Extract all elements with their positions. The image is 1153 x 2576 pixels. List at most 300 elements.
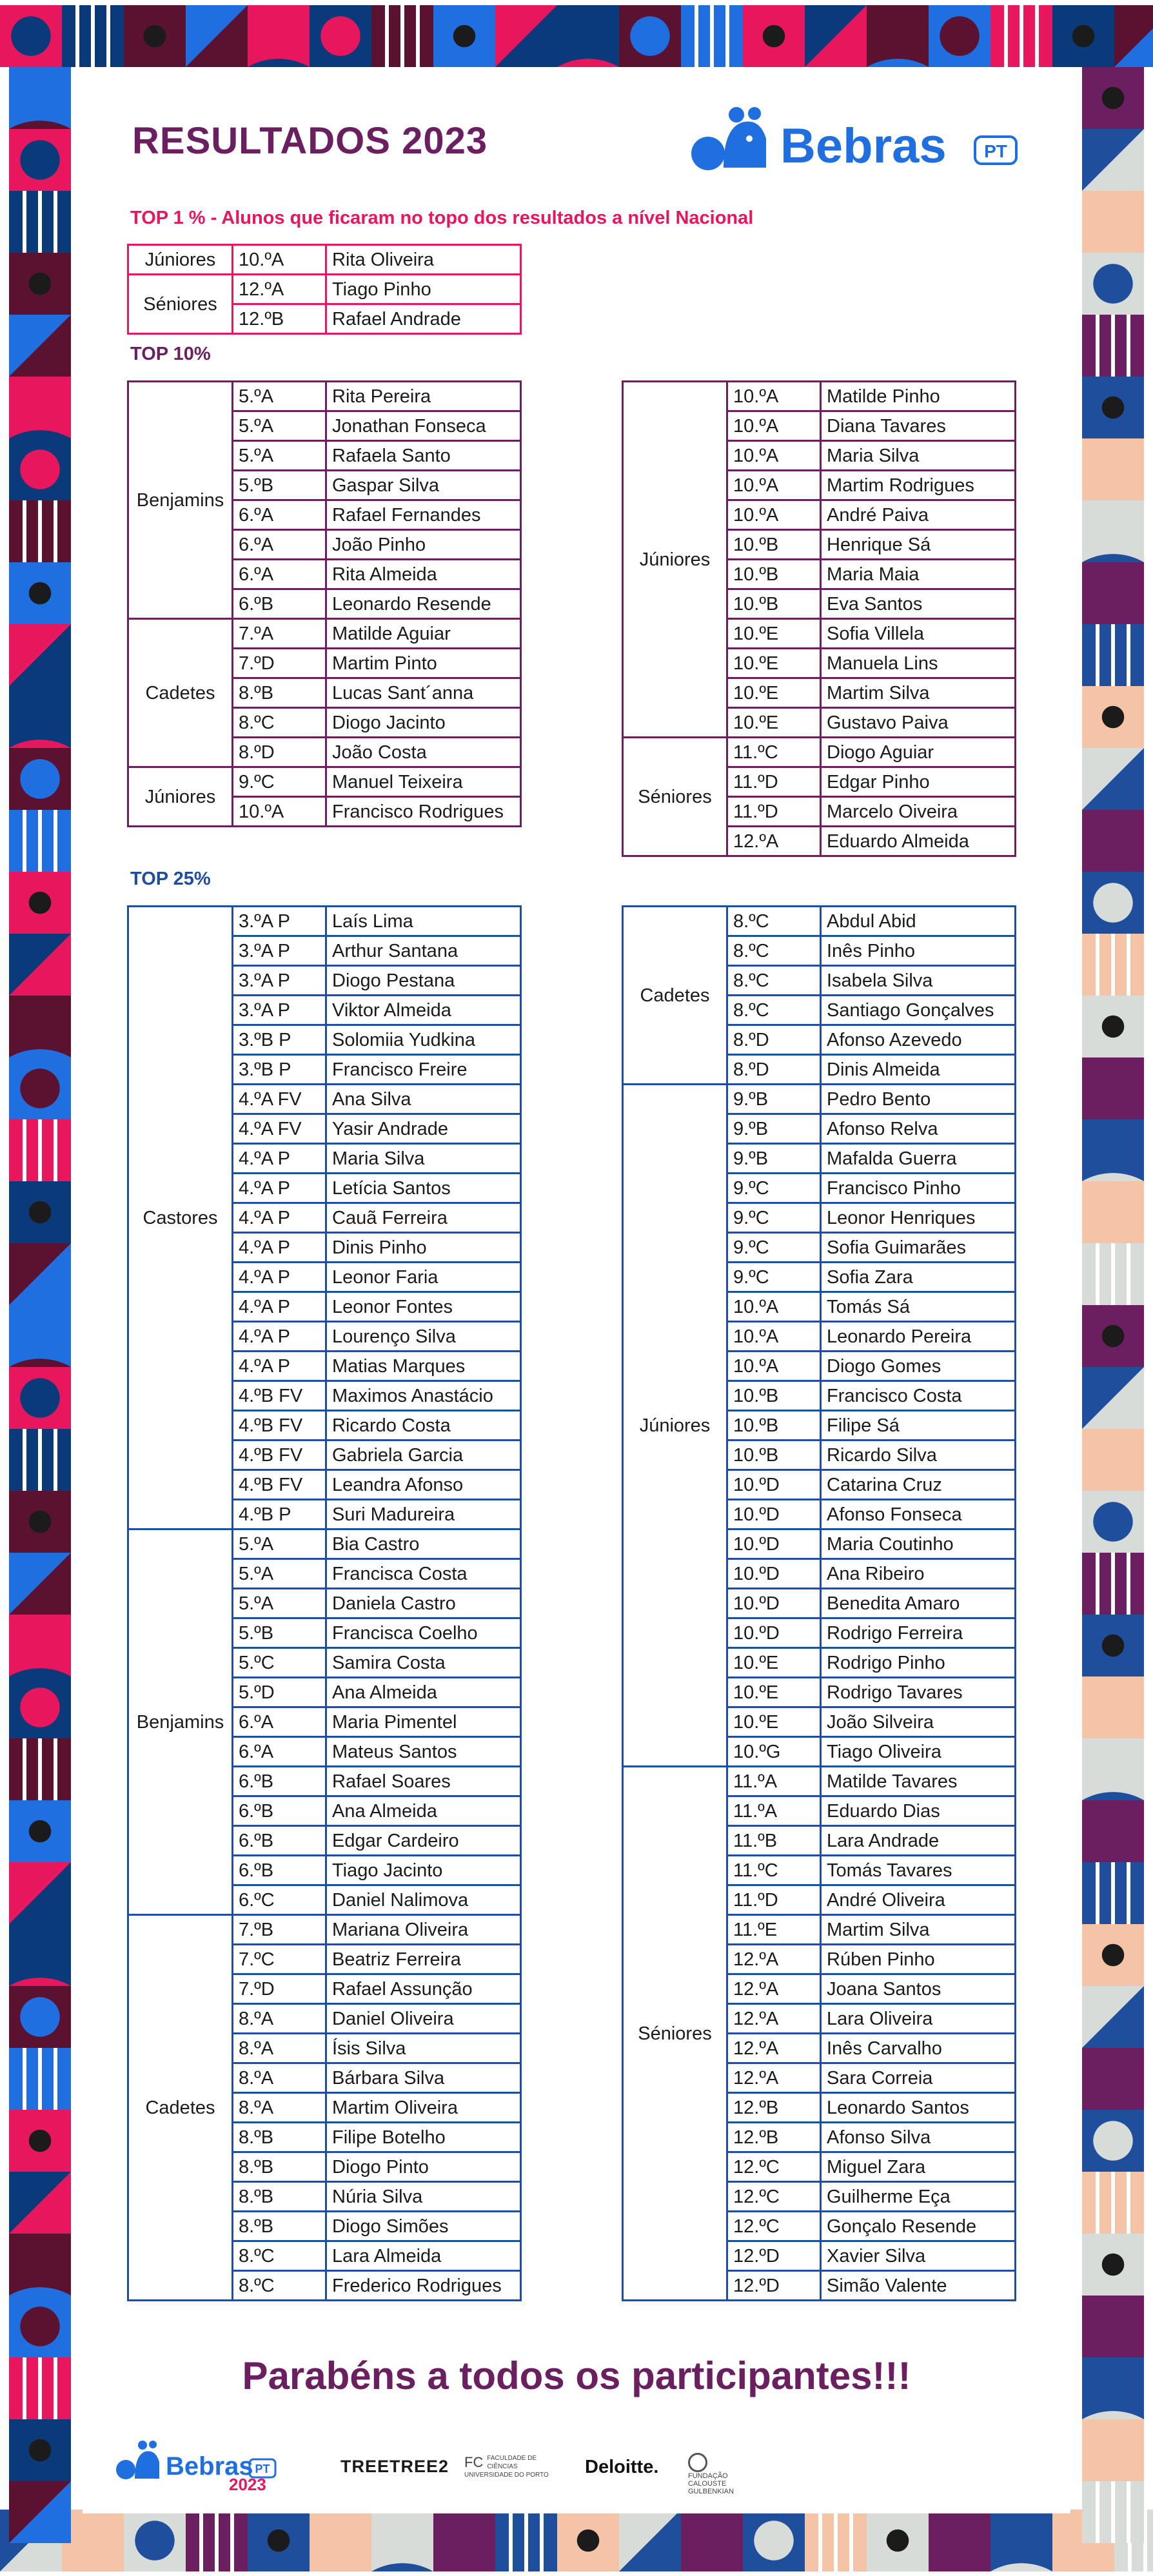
- student-name-cell: Miguel Zara: [821, 2152, 1016, 2182]
- class-cell: 4.ºB FV: [233, 1411, 326, 1440]
- student-name-cell: Filipe Sá: [821, 1411, 1016, 1440]
- student-name-cell: Maximos Anastácio: [326, 1381, 521, 1411]
- class-cell: 10.ºE: [727, 619, 821, 649]
- class-cell: 3.ºA P: [233, 996, 326, 1025]
- student-name-cell: Francisca Costa: [326, 1559, 521, 1589]
- border-tile: [1096, 1862, 1099, 1924]
- class-cell: 9.ºB: [727, 1085, 821, 1114]
- student-name-cell: Leonardo Santos: [821, 2093, 1016, 2123]
- class-cell: 8.ºC: [233, 2271, 326, 2301]
- class-cell: 10.ºA: [233, 245, 326, 275]
- class-cell: 12.ºA: [727, 1974, 821, 2004]
- student-name-cell: Frederico Rodrigues: [326, 2271, 521, 2301]
- student-name-cell: Diana Tavares: [821, 411, 1016, 441]
- class-cell: 11.ºD: [727, 767, 821, 797]
- student-name-cell: Matilde Aguiar: [326, 619, 521, 649]
- student-name-cell: Viktor Almeida: [326, 996, 521, 1025]
- student-name-cell: Lourenço Silva: [326, 1322, 521, 1352]
- student-name-cell: Beatriz Ferreira: [326, 1945, 521, 1974]
- border-tile: [1127, 315, 1130, 377]
- class-cell: 9.ºB: [727, 1114, 821, 1144]
- class-cell: 10.ºE: [727, 1648, 821, 1678]
- student-name-cell: Samira Costa: [326, 1648, 521, 1678]
- student-name-cell: Pedro Bento: [821, 1085, 1016, 1114]
- border-tile: [1102, 1944, 1125, 1967]
- border-tile: [9, 686, 71, 748]
- class-cell: 3.ºB P: [233, 1055, 326, 1085]
- student-name-cell: Afonso Silva: [821, 2123, 1016, 2152]
- category-cell: Júniores: [623, 1085, 727, 1767]
- class-cell: 4.ºA P: [233, 1174, 326, 1203]
- border-tile: [695, 5, 698, 67]
- class-cell: 8.ºC: [727, 936, 821, 966]
- border-tile: [849, 2510, 853, 2571]
- bebras-logo: [684, 103, 1032, 181]
- border-tile: [54, 1429, 57, 1491]
- student-name-cell: Diogo Gomes: [821, 1352, 1016, 1381]
- student-name-cell: Tiago Oliveira: [821, 1737, 1016, 1767]
- result-row: [128, 275, 521, 304]
- border-tile: [1096, 934, 1099, 996]
- class-cell: 10.ºB: [727, 1411, 821, 1440]
- border-tile: [577, 2530, 600, 2552]
- class-cell: 12.ºD: [727, 2241, 821, 2271]
- class-cell: 6.ºB: [233, 1796, 326, 1826]
- student-name-cell: Mariana Oliveira: [326, 1915, 521, 1945]
- border-tile: [524, 2510, 528, 2571]
- result-row: [623, 382, 1016, 411]
- result-row: [128, 1529, 521, 1559]
- student-name-cell: Rita Pereira: [326, 382, 521, 411]
- class-cell: 7.ºA: [233, 619, 326, 649]
- border-tile: [540, 2510, 544, 2571]
- student-name-cell: Diogo Pinto: [326, 2152, 521, 2182]
- student-name-cell: Rúben Pinho: [821, 1945, 1016, 1974]
- class-cell: 6.ºC: [233, 1885, 326, 1915]
- border-tile: [20, 1687, 59, 1727]
- border-tile: [38, 1119, 42, 1181]
- border-tile: [1111, 2481, 1115, 2543]
- border-tile: [867, 5, 929, 67]
- border-tile: [1093, 264, 1132, 303]
- student-name-cell: Gustavo Paiva: [821, 708, 1016, 738]
- border-tile: [62, 2510, 124, 2571]
- student-name-cell: Rita Oliveira: [326, 245, 521, 275]
- student-name-cell: Inês Carvalho: [821, 2034, 1016, 2063]
- student-name-cell: Inês Pinho: [821, 936, 1016, 966]
- border-tile: [400, 5, 404, 67]
- border-tile: [91, 5, 95, 67]
- student-name-cell: Leandra Afonso: [326, 1470, 521, 1500]
- class-cell: 10.ºA: [233, 797, 326, 827]
- class-cell: 11.ºD: [727, 797, 821, 827]
- class-cell: 6.ºA: [233, 500, 326, 530]
- class-cell: 8.ºC: [727, 966, 821, 996]
- category-cell: Castores: [128, 907, 233, 1529]
- border-tile: [9, 67, 71, 129]
- class-cell: 11.ºE: [727, 1915, 821, 1945]
- border-tile: [1082, 1119, 1144, 1181]
- congratulations-message: Parabéns a todos os participantes!!!: [242, 2354, 911, 2397]
- border-tile: [1127, 2481, 1130, 2543]
- class-cell: 6.ºB: [233, 1856, 326, 1885]
- class-cell: 9.ºC: [727, 1263, 821, 1292]
- class-cell: 5.ºB: [233, 1618, 326, 1648]
- border-tile: [38, 2048, 42, 2110]
- class-cell: 8.ºD: [727, 1025, 821, 1055]
- student-name-cell: Tiago Jacinto: [326, 1856, 521, 1885]
- result-row: [623, 1767, 1016, 1796]
- student-name-cell: Diogo Pestana: [326, 966, 521, 996]
- border-tile: [1004, 5, 1008, 67]
- student-name-cell: Tiago Pinho: [326, 275, 521, 304]
- class-cell: 8.ºB: [233, 678, 326, 708]
- border-tile: [1096, 2481, 1099, 2543]
- student-name-cell: Rafael Soares: [326, 1767, 521, 1796]
- border-tile: [29, 273, 52, 295]
- border-tile: [54, 1119, 57, 1181]
- border-tile: [9, 1615, 71, 1676]
- class-cell: 7.ºD: [233, 649, 326, 678]
- category-cell: Benjamins: [128, 382, 233, 619]
- border-tile: [29, 1511, 52, 1533]
- class-cell: 12.ºB: [727, 2123, 821, 2152]
- top25-table-left: [127, 905, 522, 2301]
- class-cell: 8.ºB: [233, 2123, 326, 2152]
- border-tile: [20, 759, 59, 798]
- class-cell: 3.ºB P: [233, 1025, 326, 1055]
- border-tile: [75, 5, 79, 67]
- border-tile: [1082, 2048, 1144, 2110]
- border-tile: [371, 2510, 433, 2571]
- student-name-cell: Diogo Aguiar: [821, 738, 1016, 767]
- class-cell: 10.ºA: [727, 471, 821, 500]
- class-cell: 12.ºB: [233, 304, 326, 334]
- result-row: [128, 1915, 521, 1945]
- student-name-cell: Cauã Ferreira: [326, 1203, 521, 1233]
- border-tile: [38, 810, 42, 872]
- class-cell: 5.ºC: [233, 1648, 326, 1678]
- class-cell: 9.ºC: [727, 1233, 821, 1263]
- student-name-cell: Tomás Tavares: [821, 1856, 1016, 1885]
- beaver-logo-icon: [691, 107, 766, 170]
- top25-heading: TOP 25%: [130, 869, 211, 889]
- student-name-cell: Martim Oliveira: [326, 2093, 521, 2123]
- student-name-cell: Joana Santos: [821, 1974, 1016, 2004]
- class-cell: 12.ºD: [727, 2271, 821, 2301]
- top25-table-right: [622, 905, 1016, 2301]
- result-row: [128, 907, 521, 936]
- category-cell: Júniores: [128, 767, 233, 827]
- class-cell: 10.ºE: [727, 708, 821, 738]
- border-tile: [29, 1201, 52, 1224]
- class-cell: 7.ºB: [233, 1915, 326, 1945]
- class-cell: 4.ºA FV: [233, 1114, 326, 1144]
- class-cell: 10.ºD: [727, 1618, 821, 1648]
- result-row: [128, 767, 521, 797]
- class-cell: 5.ºB: [233, 471, 326, 500]
- student-name-cell: Edgar Pinho: [821, 767, 1016, 797]
- class-cell: 10.ºE: [727, 678, 821, 708]
- border-tile: [1111, 1243, 1115, 1305]
- student-name-cell: Tomás Sá: [821, 1292, 1016, 1322]
- student-name-cell: Benedita Amaro: [821, 1589, 1016, 1618]
- border-tile: [1082, 1738, 1144, 1800]
- student-name-cell: Henrique Sá: [821, 530, 1016, 560]
- student-name-cell: Maria Coutinho: [821, 1529, 1016, 1559]
- sponsor-gulbenkian: FUNDAÇÃO CALOUSTE GULBENKIAN: [688, 2453, 734, 2495]
- student-name-cell: Sofia Zara: [821, 1263, 1016, 1292]
- border-tile: [1082, 191, 1144, 253]
- class-cell: 10.ºA: [727, 1322, 821, 1352]
- border-tile: [20, 449, 59, 489]
- class-cell: 4.ºA P: [233, 1203, 326, 1233]
- class-cell: 10.ºD: [727, 1529, 821, 1559]
- border-tile: [1093, 573, 1132, 613]
- border-tile: [1111, 624, 1115, 686]
- class-cell: 10.ºA: [727, 441, 821, 471]
- border-tile: [990, 2510, 1052, 2571]
- class-cell: 12.ºA: [727, 1945, 821, 1974]
- border-tile: [1127, 624, 1130, 686]
- student-name-cell: Ana Almeida: [326, 1796, 521, 1826]
- border-tile: [681, 2510, 743, 2571]
- class-cell: 10.ºA: [727, 1352, 821, 1381]
- class-cell: 5.ºA: [233, 382, 326, 411]
- student-name-cell: Jonathan Fonseca: [326, 411, 521, 441]
- result-row: [128, 382, 521, 411]
- border-tile: [23, 191, 26, 253]
- border-tile: [630, 16, 669, 55]
- category-cell: Séniores: [623, 1767, 727, 2301]
- student-name-cell: Rita Almeida: [326, 560, 521, 589]
- class-cell: 4.ºB FV: [233, 1381, 326, 1411]
- class-cell: 4.ºA P: [233, 1352, 326, 1381]
- class-cell: 8.ºC: [233, 2241, 326, 2271]
- border-tile: [1102, 706, 1125, 729]
- border-tile: [23, 1738, 26, 1800]
- class-cell: 9.ºB: [727, 1144, 821, 1174]
- border-tile: [23, 2048, 26, 2110]
- class-cell: 12.ºC: [727, 2152, 821, 2182]
- student-name-cell: Leonor Faria: [326, 1263, 521, 1292]
- student-name-cell: Francisco Freire: [326, 1055, 521, 1085]
- border-tile: [1096, 1553, 1099, 1615]
- border-tile: [818, 2510, 822, 2571]
- border-tile: [9, 377, 71, 438]
- border-tile: [1102, 87, 1125, 110]
- class-cell: 10.ºD: [727, 1559, 821, 1589]
- class-cell: 10.ºA: [727, 382, 821, 411]
- student-name-cell: Guilherme Eça: [821, 2182, 1016, 2212]
- class-cell: 6.ºA: [233, 1707, 326, 1737]
- student-name-cell: Yasir Andrade: [326, 1114, 521, 1144]
- student-name-cell: João Costa: [326, 738, 521, 767]
- border-tile: [20, 1997, 59, 2036]
- class-cell: 11.ºB: [727, 1826, 821, 1856]
- category-cell: Cadetes: [128, 619, 233, 767]
- border-tile: [1093, 1811, 1132, 1851]
- border-tile: [106, 5, 110, 67]
- student-name-cell: Laís Lima: [326, 907, 521, 936]
- student-name-cell: Núria Silva: [326, 2182, 521, 2212]
- class-cell: 4.ºB P: [233, 1500, 326, 1529]
- border-tile: [9, 996, 71, 1057]
- fcup-mark-icon: FC: [464, 2454, 484, 2470]
- class-cell: 12.ºA: [727, 2063, 821, 2093]
- class-cell: 10.ºA: [727, 411, 821, 441]
- student-name-cell: Diogo Simões: [326, 2212, 521, 2241]
- class-cell: 6.ºB: [233, 589, 326, 619]
- border-tile: [20, 140, 59, 179]
- class-cell: 8.ºB: [233, 2152, 326, 2182]
- student-name-cell: Dinis Pinho: [326, 1233, 521, 1263]
- border-tile: [29, 1820, 52, 1843]
- page-title: RESULTADOS 2023: [132, 120, 488, 162]
- student-name-cell: Afonso Relva: [821, 1114, 1016, 1144]
- border-tile: [1093, 1502, 1132, 1541]
- student-name-cell: Afonso Azevedo: [821, 1025, 1016, 1055]
- border-tile: [1082, 810, 1144, 872]
- student-name-cell: Martim Silva: [821, 1915, 1016, 1945]
- border-tile: [940, 16, 979, 55]
- student-name-cell: Solomiia Yudkina: [326, 1025, 521, 1055]
- category-cell: Séniores: [128, 275, 233, 334]
- class-cell: 3.ºA P: [233, 966, 326, 996]
- student-name-cell: Manuel Teixeira: [326, 767, 521, 797]
- border-tile: [9, 1924, 71, 1986]
- class-cell: 10.ºE: [727, 1678, 821, 1707]
- student-name-cell: Gabriela Garcia: [326, 1440, 521, 1470]
- footer-beaver-icon: [116, 2441, 159, 2479]
- student-name-cell: Bia Castro: [326, 1529, 521, 1559]
- class-cell: 9.ºC: [727, 1174, 821, 1203]
- student-name-cell: Maria Pimentel: [326, 1707, 521, 1737]
- student-name-cell: Ana Ribeiro: [821, 1559, 1016, 1589]
- border-tile: [38, 1429, 42, 1491]
- border-tile: [1096, 2172, 1099, 2234]
- border-tile: [1102, 2254, 1125, 2276]
- student-name-cell: Daniela Castro: [326, 1589, 521, 1618]
- student-name-cell: Abdul Abid: [821, 907, 1016, 936]
- border-tile: [38, 1738, 42, 1800]
- class-cell: 7.ºD: [233, 1974, 326, 2004]
- border-tile: [1111, 1862, 1115, 1924]
- class-cell: 11.ºA: [727, 1767, 821, 1796]
- border-tile: [54, 191, 57, 253]
- student-name-cell: Arthur Santana: [326, 936, 521, 966]
- svg-text:PT: PT: [255, 2463, 270, 2475]
- student-name-cell: Filipe Botelho: [326, 2123, 521, 2152]
- student-name-cell: Sofia Villela: [821, 619, 1016, 649]
- student-name-cell: Francisco Costa: [821, 1381, 1016, 1411]
- class-cell: 10.ºD: [727, 1470, 821, 1500]
- student-name-cell: Mateus Santos: [326, 1737, 521, 1767]
- border-tile: [1111, 934, 1115, 996]
- class-cell: 9.ºC: [727, 1203, 821, 1233]
- class-cell: 8.ºB: [233, 2212, 326, 2241]
- border-tile: [1111, 2172, 1115, 2234]
- class-cell: 10.ºG: [727, 1737, 821, 1767]
- class-cell: 10.ºA: [727, 1292, 821, 1322]
- class-cell: 8.ºA: [233, 2063, 326, 2093]
- class-cell: 8.ºA: [233, 2093, 326, 2123]
- result-row: [623, 907, 1016, 936]
- border-tile: [1082, 500, 1144, 562]
- border-tile: [230, 2510, 234, 2571]
- class-cell: 12.ºA: [727, 2004, 821, 2034]
- student-name-cell: Marcelo Oiveira: [821, 797, 1016, 827]
- student-name-cell: Sara Correia: [821, 2063, 1016, 2093]
- student-name-cell: Rafael Andrade: [326, 304, 521, 334]
- border-tile: [710, 5, 714, 67]
- student-name-cell: Rafaela Santo: [326, 441, 521, 471]
- student-name-cell: Daniel Nalimova: [326, 1885, 521, 1915]
- student-name-cell: Bárbara Silva: [326, 2063, 521, 2093]
- border-tile: [268, 2530, 290, 2552]
- student-name-cell: Letícia Santos: [326, 1174, 521, 1203]
- class-cell: 11.ºD: [727, 1885, 821, 1915]
- border-tile: [23, 1119, 26, 1181]
- class-cell: 4.ºA P: [233, 1292, 326, 1322]
- top10-table-right: [622, 380, 1016, 857]
- class-cell: 8.ºD: [233, 738, 326, 767]
- class-cell: 6.ºB: [233, 1767, 326, 1796]
- student-name-cell: Lucas Sant´anna: [326, 678, 521, 708]
- border-tile: [1093, 883, 1132, 922]
- student-name-cell: Ricardo Silva: [821, 1440, 1016, 1470]
- class-cell: 8.ºD: [727, 1055, 821, 1085]
- category-cell: Cadetes: [623, 907, 727, 1085]
- class-cell: 4.ºA FV: [233, 1085, 326, 1114]
- student-name-cell: Leonor Fontes: [326, 1292, 521, 1322]
- border-tile: [1127, 934, 1130, 996]
- student-name-cell: Suri Madureira: [326, 1500, 521, 1529]
- border-tile: [887, 2530, 909, 2552]
- class-cell: 4.ºA P: [233, 1263, 326, 1292]
- class-cell: 10.ºE: [727, 649, 821, 678]
- class-cell: 11.ºC: [727, 738, 821, 767]
- border-tile: [725, 5, 729, 67]
- border-tile: [38, 500, 42, 562]
- border-tile: [54, 2048, 57, 2110]
- border-tile: [23, 500, 26, 562]
- student-name-cell: Xavier Silva: [821, 2241, 1016, 2271]
- class-cell: 10.ºB: [727, 530, 821, 560]
- class-cell: 8.ºC: [727, 907, 821, 936]
- class-cell: 5.ºA: [233, 1559, 326, 1589]
- border-tile: [9, 2234, 71, 2296]
- class-cell: 5.ºD: [233, 1678, 326, 1707]
- student-name-cell: Diogo Jacinto: [326, 708, 521, 738]
- class-cell: 10.ºE: [727, 1707, 821, 1737]
- student-name-cell: Edgar Cardeiro: [326, 1826, 521, 1856]
- border-tile: [557, 5, 619, 67]
- border-tile: [320, 16, 360, 55]
- border-tile: [1093, 2430, 1132, 2470]
- class-cell: 4.ºA P: [233, 1144, 326, 1174]
- result-row: [623, 738, 1016, 767]
- class-cell: 7.ºC: [233, 1945, 326, 1974]
- category-cell: Cadetes: [128, 1915, 233, 2301]
- student-name-cell: Rodrigo Pinho: [821, 1648, 1016, 1678]
- result-row: [128, 245, 521, 275]
- border-tile: [215, 2510, 219, 2571]
- sponsor-deloitte: Deloitte.: [585, 2457, 659, 2477]
- border-tile: [1127, 1553, 1130, 1615]
- student-name-cell: Santiago Gonçalves: [821, 996, 1016, 1025]
- logo-badge: PT: [984, 141, 1007, 161]
